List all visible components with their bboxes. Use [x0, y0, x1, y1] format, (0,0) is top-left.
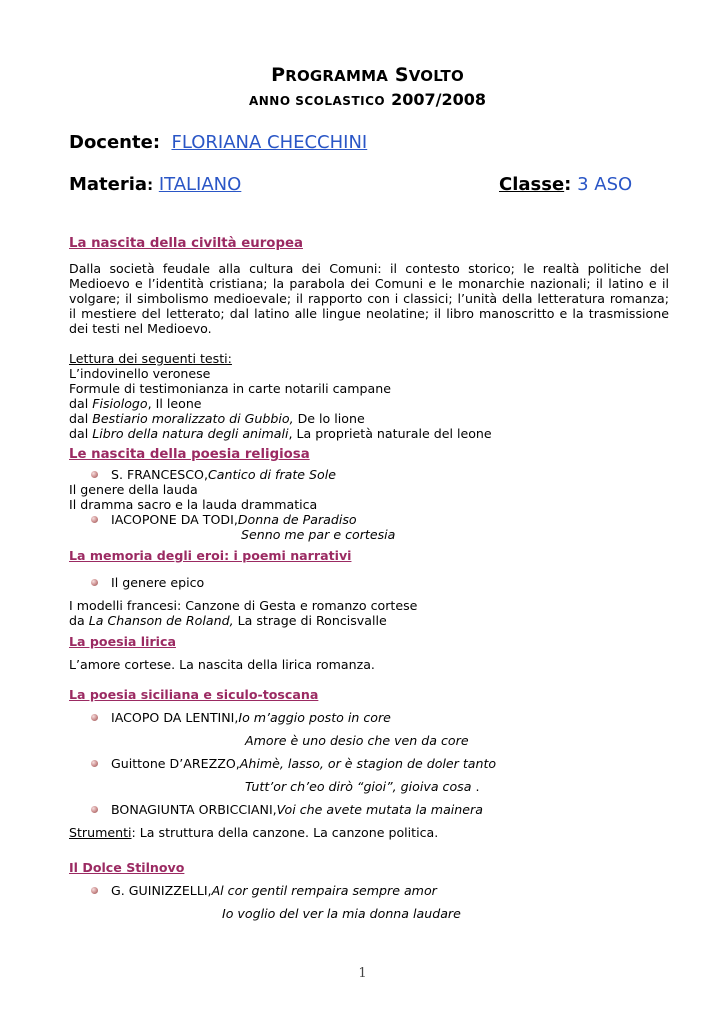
subject-line: [69, 174, 241, 195]
section-heading-poesia-lirica: La poesia lirica: [69, 634, 176, 649]
pink-sphere-bullet-icon: [91, 471, 98, 478]
subject-label: Materia: [69, 174, 148, 195]
page-number: 1: [358, 966, 367, 981]
section-heading-dolce-stilnovo: Il Dolce Stilnovo: [69, 860, 185, 875]
section-heading-civilta-europea: La nascita della civiltà europea: [69, 236, 303, 251]
list-item: S. FRANCESCO, Cantico di frate Sole: [91, 467, 669, 482]
pink-sphere-bullet-icon: [91, 714, 98, 721]
section-body-civilta-europea: Dalla società feudale alla cultura dei Comuni: il contesto storico; le realtà politiche del Medioevo e l’identità cristiana; la parabola dei Comuni e le monarchie nazionali; il latino e il volgare; il simbolismo medioevale; il rapporto con i classici; l’unità della letteratura romanza; il mestiere del letterato; dal latino alle lingue neolatine; il libro manoscritto e la trasmissione dei testi nel Medioevo.: [69, 261, 669, 336]
teacher-name: FLORIANA CHECCHINI: [171, 132, 368, 153]
title-initial-1: P: [271, 64, 286, 86]
reading-item: Formule di testimonianza in carte notarili campane: [69, 381, 391, 396]
section-heading-poemi-narrativi: La memoria degli eroi: i poemi narrativi: [69, 548, 352, 563]
text-line: Tutt’or ch’eo dirò “gioi”, gioiva cosa .: [245, 779, 480, 794]
text-line: Il genere della lauda: [69, 482, 198, 497]
reading-item: dal Libro della natura degli animali, La proprietà naturale del leone: [69, 426, 492, 441]
pink-sphere-bullet-icon: [91, 516, 98, 523]
list-item: BONAGIUNTA ORBICCIANI, Voi che avete mutata la mainera: [91, 802, 669, 817]
text-line: da La Chanson de Roland, La strage di Roncisvalle: [69, 613, 387, 628]
school-year-label: ANNO SCOLASTICO: [248, 94, 386, 108]
subject-value: ITALIANO: [158, 174, 242, 195]
pink-sphere-bullet-icon: [91, 887, 98, 894]
title-rest-1: ROGRAMMA: [285, 67, 389, 85]
class-label: Classe: [499, 174, 565, 195]
pink-sphere-bullet-icon: [91, 806, 98, 813]
list-item: Il genere epico: [91, 575, 669, 590]
list-item: Guittone D’AREZZO, Ahimè, lasso, or è stagion de doler tanto: [91, 756, 669, 771]
section-heading-poesia-siciliana: La poesia siciliana e siculo-toscana: [69, 687, 319, 702]
title-block: [0, 64, 725, 109]
subject-colon: :: [147, 176, 154, 194]
text-line: I modelli francesi: Canzone di Gesta e romanzo cortese: [69, 598, 418, 613]
list-item: G. GUINIZZELLI, Al cor gentil rempaira sempre amor: [91, 883, 669, 898]
pink-sphere-bullet-icon: [91, 760, 98, 767]
class-colon: :: [564, 174, 572, 195]
text-line: Il dramma sacro e la lauda drammatica: [69, 497, 318, 512]
title-rest-2: VOLTO: [408, 67, 464, 85]
pink-sphere-bullet-icon: [91, 579, 98, 586]
reading-item: dal Fisiologo, Il leone: [69, 396, 202, 411]
text-line: Amore è uno desio che ven da core: [245, 733, 469, 748]
section-heading-poesia-religiosa: Le nascita della poesia religiosa: [69, 447, 310, 462]
text-line: Senno me par e cortesia: [241, 527, 396, 542]
text-line: Io voglio del ver la mia donna laudare: [222, 906, 461, 921]
document-title: [0, 64, 725, 86]
teacher-label: Docente:: [69, 132, 161, 153]
text-line: Strumenti: La struttura della canzone. La canzone politica.: [69, 825, 439, 840]
class-value: 3 ASO: [577, 174, 633, 195]
program-content: [69, 236, 669, 921]
reading-item: dal Bestiario moralizzato di Gubbio, De lo lione: [69, 411, 365, 426]
school-year: [0, 90, 725, 109]
readings-label: Lettura dei seguenti testi:: [69, 351, 232, 366]
teacher-line: [69, 132, 367, 153]
title-initial-2: S: [394, 64, 409, 86]
reading-item: L’indovinello veronese: [69, 366, 211, 381]
school-year-value: 2007/2008: [391, 90, 487, 109]
list-item: IACOPO DA LENTINI, Io m’aggio posto in core: [91, 710, 669, 725]
class-line: [499, 174, 632, 195]
section-body-poesia-lirica: L’amore cortese. La nascita della lirica romanza.: [69, 657, 375, 672]
list-item: IACOPONE DA TODI, Donna de Paradiso: [91, 512, 669, 527]
